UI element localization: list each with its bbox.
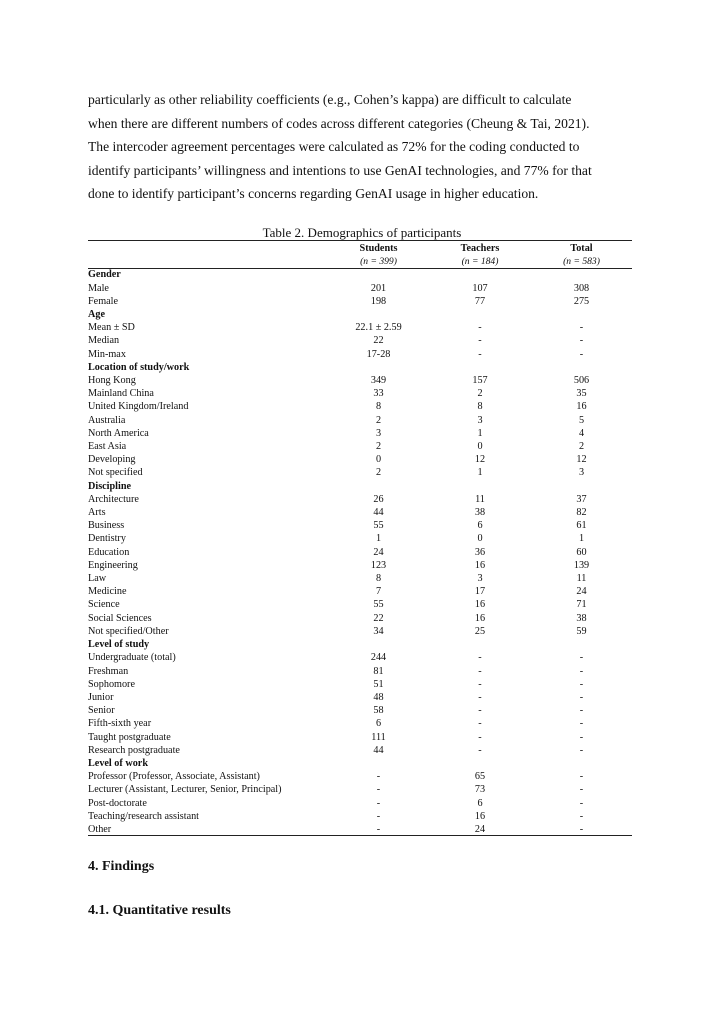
paragraph-line: identify participants’ willingness and intentions to use GenAI technologies, and 77% for that — [88, 162, 592, 178]
row-label: East Asia — [88, 441, 127, 453]
cell-total: 3 — [578, 467, 585, 479]
cell-teachers: - — [478, 731, 482, 743]
row-label: Architecture — [88, 493, 139, 505]
table-row — [88, 783, 632, 796]
cell-teachers — [429, 480, 531, 493]
cell-total: 275 — [573, 295, 590, 307]
row-label: Not specified — [88, 467, 143, 479]
table-section-row — [88, 268, 632, 281]
row-label: Developing — [88, 454, 136, 466]
cell-students: 349 — [370, 375, 387, 387]
cell-teachers: 36 — [474, 546, 486, 558]
cell-students: 1 — [375, 533, 382, 545]
cell-teachers: - — [478, 652, 482, 664]
cell-total — [531, 308, 632, 321]
cell-teachers: 38 — [474, 507, 486, 519]
cell-total: 2 — [578, 441, 585, 453]
cell-teachers: 11 — [475, 493, 485, 505]
row-label: Min-max — [88, 348, 126, 360]
paragraph-line: particularly as other reliability coefficients (e.g., Cohen’s kappa) are difficult to calculate — [88, 92, 572, 107]
row-label: Arts — [88, 507, 106, 519]
table-row — [88, 770, 632, 783]
table-row — [88, 282, 632, 295]
cell-total — [531, 268, 632, 281]
cell-teachers — [429, 308, 531, 321]
table-top-rule — [88, 240, 632, 241]
row-label: Engineering — [88, 559, 138, 571]
cell-students: 34 — [373, 625, 384, 637]
section-label: Discipline — [88, 480, 132, 492]
cell-students: 123 — [370, 559, 387, 571]
row-label: Senior — [88, 705, 115, 717]
cell-total: - — [579, 691, 584, 703]
cell-teachers: 3 — [477, 414, 483, 426]
cell-students: 8 — [375, 401, 382, 413]
cell-total: - — [579, 678, 584, 690]
cell-total: - — [579, 797, 584, 809]
cell-total: - — [579, 718, 584, 730]
row-label: Sophomore — [88, 678, 135, 690]
cell-teachers — [429, 638, 531, 651]
cell-total: 506 — [573, 375, 590, 387]
cell-total: 24 — [576, 586, 587, 598]
row-label: Not specified/Other — [88, 625, 169, 637]
cell-teachers: 16 — [474, 599, 486, 611]
cell-students — [328, 361, 429, 374]
cell-students: - — [376, 771, 381, 783]
cell-teachers: - — [478, 691, 482, 703]
cell-students — [328, 480, 429, 493]
cell-teachers: - — [478, 678, 482, 690]
row-label: Law — [88, 573, 107, 585]
table-row — [88, 691, 632, 704]
table-row — [88, 295, 632, 308]
cell-total: 60 — [576, 546, 587, 558]
cell-students: 26 — [373, 493, 384, 505]
cell-total: - — [579, 784, 584, 796]
cell-teachers: 16 — [474, 612, 486, 624]
cell-students: 44 — [373, 744, 384, 756]
row-label-header — [88, 242, 328, 255]
row-label: Male — [88, 282, 109, 294]
cell-teachers: 24 — [474, 823, 486, 835]
row-label: Other — [88, 823, 112, 835]
row-label: Mainland China — [88, 388, 154, 400]
table-row — [88, 665, 632, 678]
cell-total — [531, 361, 632, 374]
cell-total: - — [579, 652, 584, 664]
cell-teachers: 73 — [474, 784, 486, 796]
table-caption: Table 2. Demographics of participants — [262, 225, 462, 240]
table-row — [88, 678, 632, 691]
cell-total: 1 — [578, 533, 585, 545]
section-heading-quantitative-results: 4.1. Quantitative results — [88, 903, 231, 918]
cell-students: 244 — [370, 652, 387, 664]
column-header-students: Students — [359, 243, 398, 254]
cell-teachers: 3 — [477, 573, 483, 585]
cell-students: 33 — [373, 388, 384, 400]
demographics-table — [88, 242, 632, 836]
paragraph-line: when there are different numbers of codes across different categories (Cheung & Tai, 2021). — [88, 115, 590, 131]
cell-students: 17-28 — [366, 348, 391, 360]
cell-students: 22.1 ± 2.59 — [355, 322, 402, 334]
table-section-row — [88, 757, 632, 770]
cell-students: 6 — [375, 718, 382, 730]
cell-total: - — [579, 705, 584, 717]
row-label-header — [88, 255, 328, 268]
cell-teachers — [429, 757, 531, 770]
cell-total: 16 — [576, 401, 587, 413]
cell-total: - — [579, 744, 584, 756]
paragraph-line: The intercoder agreement percentages were calculated as 72% for the coding conducted to — [88, 139, 580, 155]
table-row — [88, 427, 632, 440]
table-row — [88, 717, 632, 730]
section-label: Age — [88, 309, 105, 321]
cell-students: 22 — [373, 612, 384, 624]
cell-teachers: 25 — [474, 625, 486, 637]
table-section-row — [88, 361, 632, 374]
cell-teachers — [429, 268, 531, 281]
row-label: Business — [88, 520, 125, 532]
table-row — [88, 348, 632, 361]
table-row — [88, 414, 632, 427]
table-row — [88, 585, 632, 598]
section-label: Location of study/work — [88, 361, 190, 373]
row-label: Post-doctorate — [88, 797, 147, 809]
cell-students: 81 — [373, 665, 384, 677]
cell-teachers: 12 — [474, 454, 486, 466]
row-label: Mean ± SD — [88, 322, 135, 334]
cell-total: 5 — [578, 414, 585, 426]
column-header-teachers: Teachers — [460, 243, 500, 254]
table-row — [88, 466, 632, 479]
table-row — [88, 731, 632, 744]
row-label: Research postgraduate — [88, 744, 180, 756]
section-heading-findings: 4. Findings — [88, 859, 155, 874]
cell-teachers: - — [478, 348, 482, 360]
table-row — [88, 797, 632, 810]
cell-total: 12 — [576, 454, 587, 466]
cell-students: 44 — [373, 507, 384, 519]
table-row — [88, 506, 632, 519]
cell-teachers: - — [478, 718, 482, 730]
table-row — [88, 387, 632, 400]
cell-total: 82 — [576, 507, 587, 519]
table-row — [88, 334, 632, 347]
row-label: United Kingdom/Ireland — [88, 401, 189, 413]
column-n-students: (n = 399) — [360, 256, 397, 268]
table-section-row — [88, 638, 632, 651]
section-label: Level of study — [88, 639, 150, 651]
cell-total: 4 — [578, 427, 585, 439]
column-n-total: (n = 583) — [563, 256, 600, 268]
cell-total: - — [579, 731, 584, 743]
table-row — [88, 744, 632, 757]
cell-total: 35 — [576, 388, 587, 400]
table-row — [88, 810, 632, 823]
column-header-total: Total — [570, 243, 593, 254]
cell-teachers: 0 — [477, 441, 483, 453]
cell-total: 308 — [573, 282, 590, 294]
row-label: Education — [88, 546, 130, 558]
cell-teachers: 16 — [474, 559, 486, 571]
cell-students: 48 — [373, 691, 384, 703]
table-section-row — [88, 308, 632, 321]
row-label: Female — [88, 295, 118, 307]
cell-students: 55 — [373, 599, 384, 611]
row-label: Junior — [88, 691, 114, 703]
row-label: Undergraduate (total) — [88, 652, 176, 664]
cell-students: - — [376, 823, 381, 835]
cell-total: - — [579, 335, 584, 347]
table-row — [88, 400, 632, 413]
cell-students: 22 — [373, 335, 384, 347]
section-label: Level of work — [88, 757, 148, 769]
cell-total: 37 — [576, 493, 587, 505]
row-label: Australia — [88, 414, 126, 426]
cell-total: 38 — [576, 612, 587, 624]
table-row — [88, 546, 632, 559]
row-label: Lecturer (Assistant, Lecturer, Senior, Principal) — [88, 784, 282, 796]
row-label: Median — [88, 335, 120, 347]
cell-students: 0 — [375, 454, 382, 466]
cell-teachers: 8 — [477, 401, 483, 413]
cell-teachers: - — [478, 335, 482, 347]
table-row — [88, 321, 632, 334]
body-paragraph — [88, 88, 644, 206]
table-row — [88, 453, 632, 466]
cell-teachers: - — [478, 705, 482, 717]
table-row — [88, 440, 632, 453]
cell-teachers: 65 — [474, 771, 486, 783]
cell-students: 58 — [373, 705, 384, 717]
cell-teachers: 17 — [474, 586, 486, 598]
cell-students: 3 — [375, 427, 382, 439]
cell-students: 198 — [370, 295, 387, 307]
table-row — [88, 572, 632, 585]
table-header-row — [88, 242, 632, 255]
row-label: Science — [88, 599, 120, 611]
cell-teachers: 6 — [477, 520, 483, 532]
cell-total: - — [579, 348, 584, 360]
table-row — [88, 651, 632, 664]
row-label: Hong Kong — [88, 375, 136, 387]
table-row — [88, 704, 632, 717]
cell-students: - — [376, 797, 381, 809]
cell-teachers: 77 — [474, 295, 486, 307]
cell-students — [328, 308, 429, 321]
cell-students: - — [376, 784, 381, 796]
row-label: Fifth-sixth year — [88, 718, 152, 730]
cell-teachers: 157 — [472, 375, 488, 387]
cell-total — [531, 638, 632, 651]
cell-students: 111 — [371, 731, 386, 743]
cell-total: - — [579, 322, 584, 334]
cell-students: - — [376, 810, 381, 822]
table-row — [88, 625, 632, 638]
cell-teachers: 1 — [477, 427, 483, 439]
cell-students: 55 — [373, 520, 384, 532]
cell-students: 7 — [375, 586, 382, 598]
cell-total: 61 — [576, 520, 587, 532]
cell-teachers: 2 — [477, 388, 483, 400]
cell-teachers: 16 — [474, 810, 486, 822]
row-label: North America — [88, 427, 149, 439]
cell-total: 71 — [576, 599, 587, 611]
cell-students: 2 — [375, 441, 382, 453]
cell-students — [328, 268, 429, 281]
row-label: Dentistry — [88, 533, 126, 545]
section-label: Gender — [88, 269, 121, 281]
cell-teachers: 6 — [477, 797, 483, 809]
cell-total: - — [579, 665, 584, 677]
cell-total: - — [579, 771, 584, 783]
cell-students: 24 — [373, 546, 384, 558]
table-row — [88, 374, 632, 387]
table-n-row — [88, 255, 632, 268]
cell-teachers: 0 — [477, 533, 483, 545]
cell-students — [328, 757, 429, 770]
cell-students: 51 — [373, 678, 384, 690]
cell-teachers: 107 — [472, 282, 488, 294]
cell-students: 2 — [375, 414, 382, 426]
cell-total: - — [579, 823, 584, 835]
cell-total: 139 — [573, 559, 590, 571]
cell-teachers: - — [478, 744, 482, 756]
cell-teachers: - — [478, 665, 482, 677]
table-row — [88, 532, 632, 545]
cell-students: 201 — [370, 282, 387, 294]
cell-students: 2 — [375, 467, 382, 479]
table-row — [88, 559, 632, 572]
cell-total: - — [579, 810, 584, 822]
cell-teachers — [429, 361, 531, 374]
row-label: Professor (Professor, Associate, Assistant) — [88, 771, 260, 783]
cell-total — [531, 480, 632, 493]
cell-teachers: 1 — [477, 467, 483, 479]
column-n-teachers: (n = 184) — [461, 256, 499, 268]
table-section-row — [88, 480, 632, 493]
cell-students: 8 — [375, 573, 382, 585]
cell-total: 59 — [576, 625, 587, 637]
cell-total: 11 — [576, 573, 587, 585]
row-label: Freshman — [88, 665, 129, 677]
cell-teachers: - — [478, 322, 482, 334]
cell-students — [328, 638, 429, 651]
row-label: Taught postgraduate — [88, 731, 171, 743]
table-row — [88, 823, 632, 836]
paragraph-line: done to identify participant’s concerns regarding GenAI usage in higher education. — [88, 186, 539, 202]
row-label: Medicine — [88, 586, 127, 598]
table-row — [88, 519, 632, 532]
table-row — [88, 598, 632, 611]
table-row — [88, 612, 632, 625]
cell-total — [531, 757, 632, 770]
table-row — [88, 493, 632, 506]
row-label: Social Sciences — [88, 612, 152, 624]
row-label: Teaching/research assistant — [88, 810, 200, 822]
